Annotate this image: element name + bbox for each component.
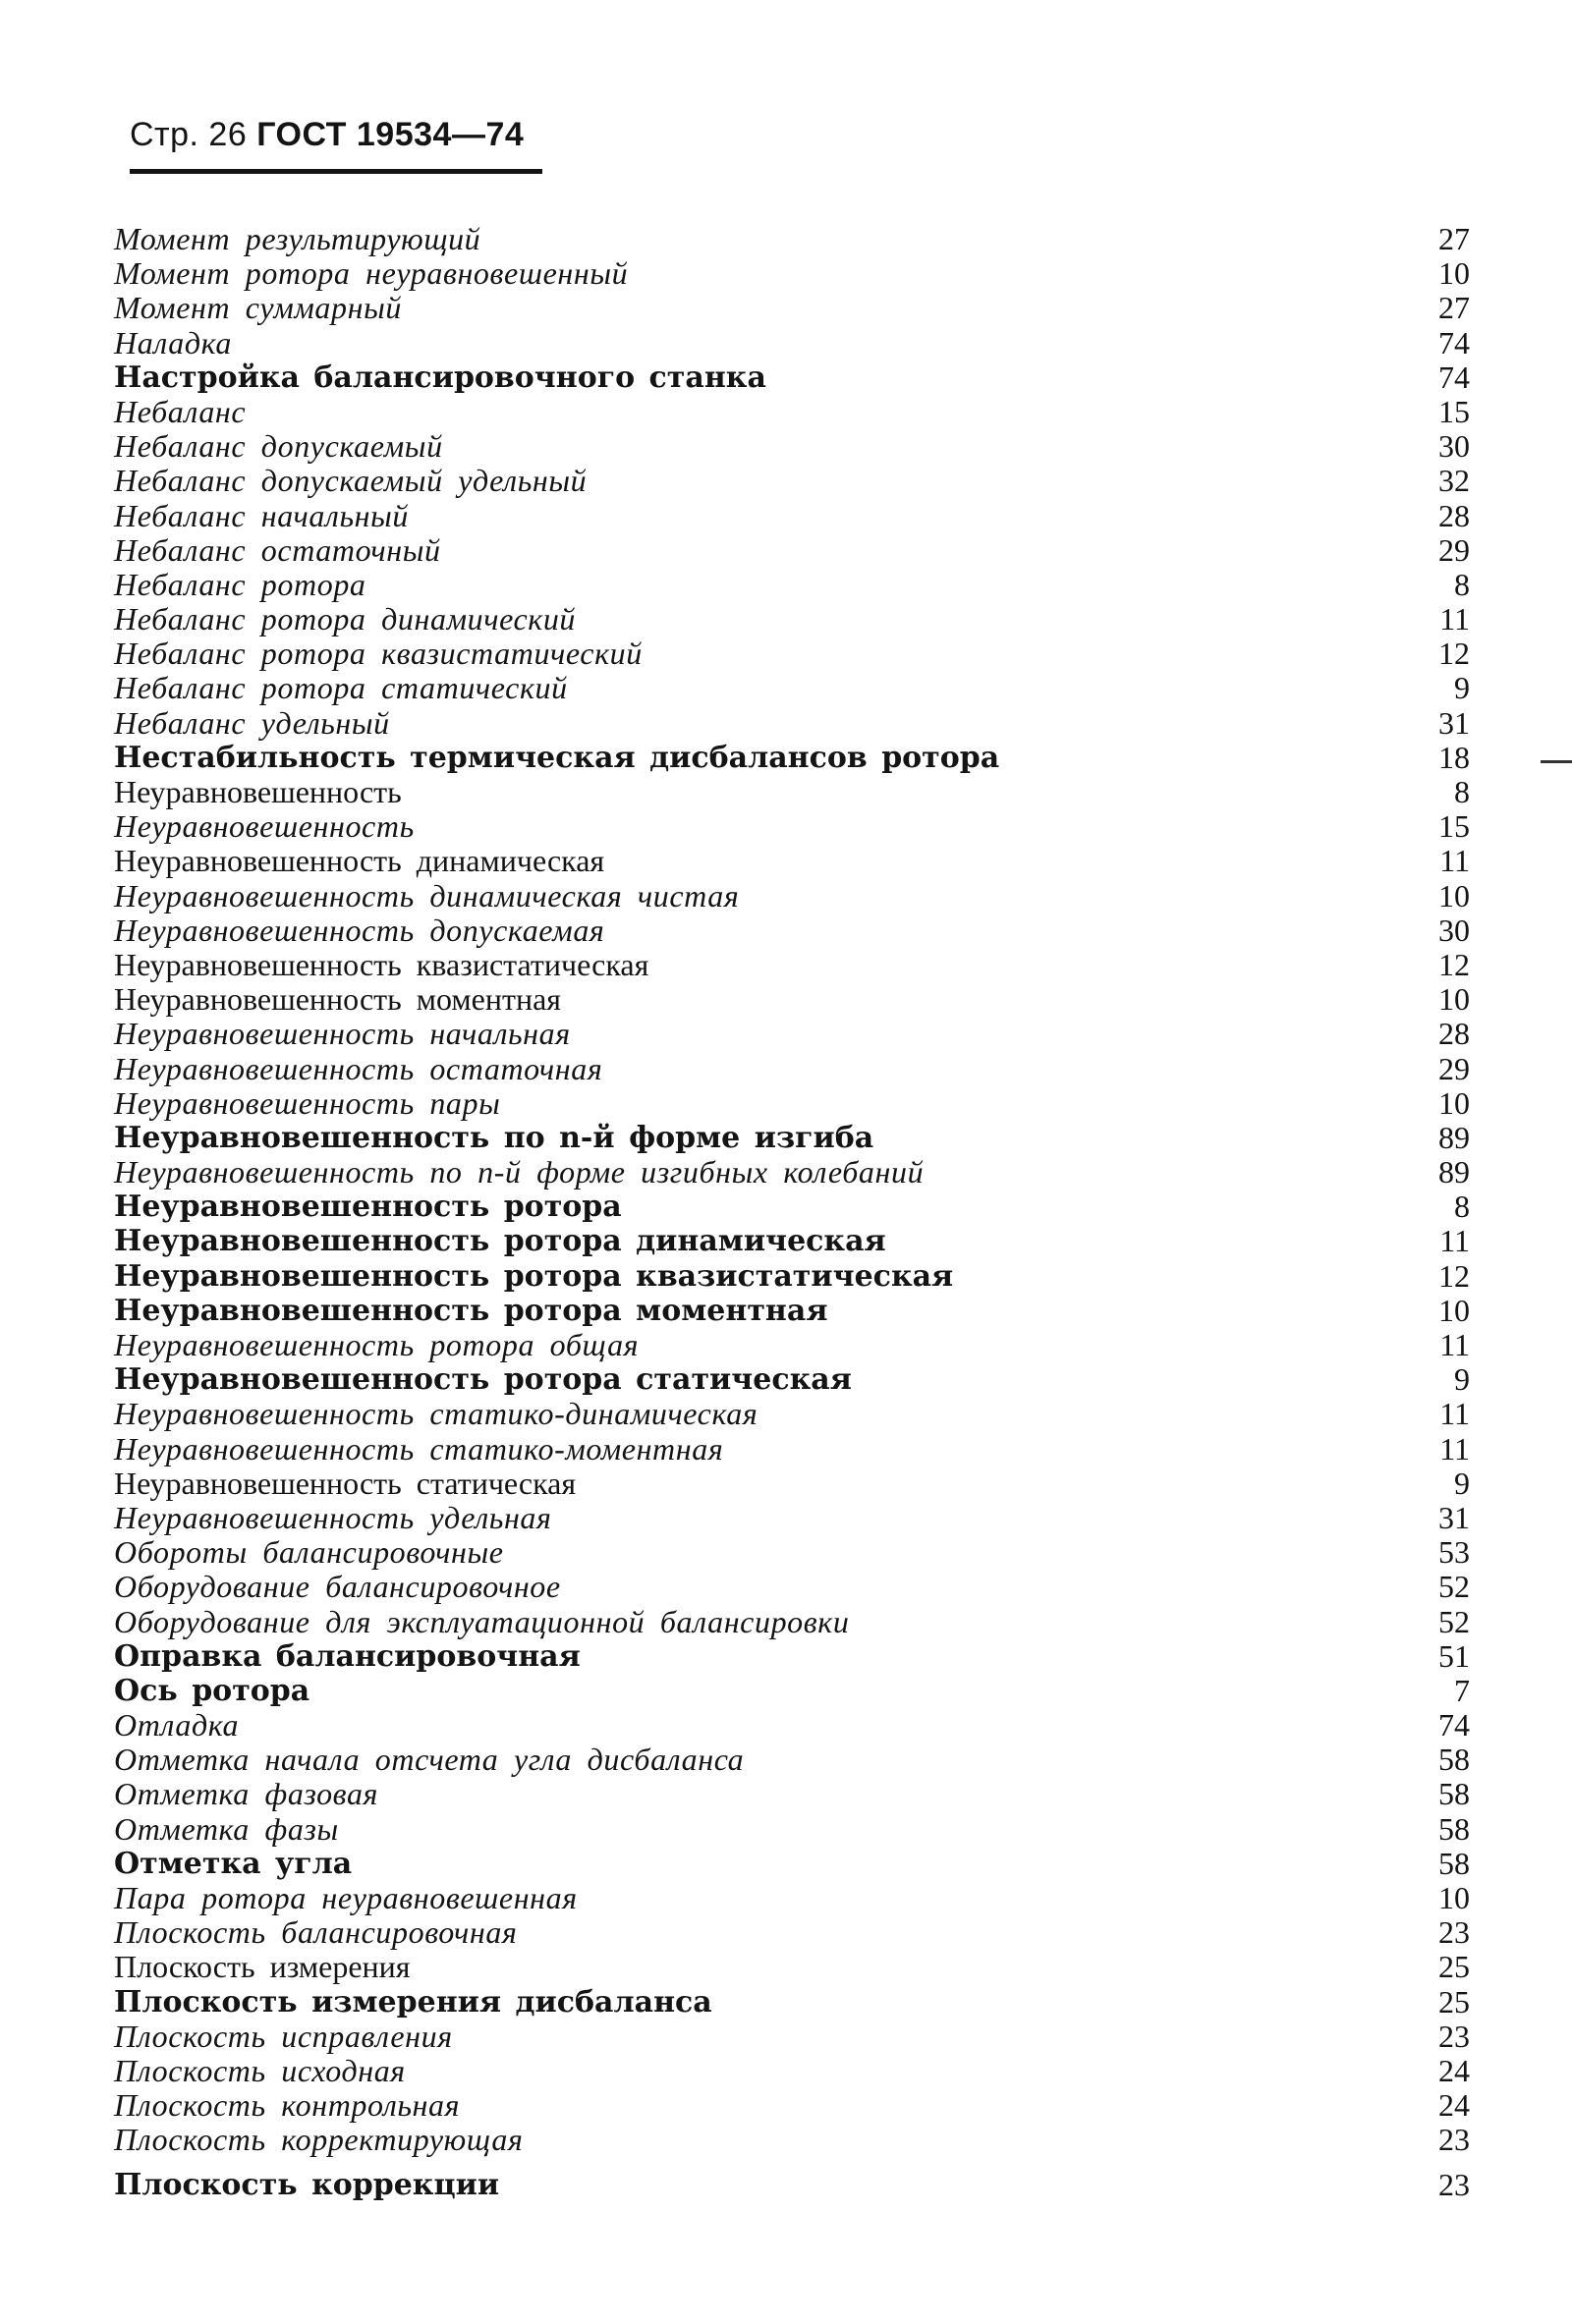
index-entry (114, 1812, 1470, 1847)
index-entry (114, 1294, 1470, 1328)
index-entry (114, 913, 1470, 948)
index-term: Неуравновешенность статико-динамическая (114, 1396, 758, 1432)
index-page-number: 11 (1439, 1223, 1470, 1259)
index-page-number: 32 (1438, 463, 1470, 499)
index-page-number: 89 (1438, 1119, 1470, 1155)
index-entry (114, 1674, 1470, 1708)
index-entry (114, 948, 1470, 982)
index-page-number: 9 (1454, 1361, 1470, 1398)
index-term: Неуравновешенность удельная (114, 1499, 552, 1535)
index-term: Неуравновешенность (114, 774, 402, 809)
index-entry (114, 1570, 1470, 1604)
index-page-number: 89 (1438, 1154, 1470, 1190)
index-page-number: 10 (1438, 1880, 1470, 1915)
index-entry (114, 1259, 1470, 1294)
index-term: Отметка фазы (114, 1810, 339, 1847)
index-page-number: 74 (1438, 324, 1470, 360)
index-entry (114, 1432, 1470, 1466)
index-term: Неуравновешенность динамическая чистая (114, 877, 740, 913)
index-entry (114, 1362, 1470, 1397)
index-entry (114, 1121, 1470, 1155)
index-term: Плоскость исходная (114, 2052, 406, 2088)
index-page-number: 31 (1438, 1499, 1470, 1535)
index-entry (114, 326, 1470, 360)
index-term: Оборудование для эксплуатационной балансировки (114, 1603, 850, 1639)
index-page-number: 12 (1438, 1257, 1470, 1294)
index-page-number: 10 (1438, 255, 1470, 292)
index-entry (114, 1086, 1470, 1121)
index-term: Неуравновешенность ротора квазистатическая (114, 1258, 954, 1294)
index-page-number: 27 (1438, 290, 1470, 326)
index-entry (114, 1190, 1470, 1224)
index-page-number: 12 (1438, 636, 1470, 672)
index-entry (114, 1017, 1470, 1051)
index-term: Неуравновешенность начальная (114, 1016, 571, 1052)
index-term: Неуравновешенность ротора общая (114, 1327, 640, 1362)
index-entry (114, 1501, 1470, 1535)
index-page-number: 12 (1438, 946, 1470, 982)
index-term: Неуравновешенность квазистатическая (114, 946, 649, 982)
header-rule (130, 169, 542, 174)
index-page-number: 58 (1438, 1845, 1470, 1881)
index-list (114, 222, 1470, 2202)
index-page-number: 51 (1438, 1637, 1470, 1674)
index-term: Плоскость измерения (114, 1949, 411, 1985)
index-term: Небаланс ротора (114, 566, 366, 602)
index-entry (114, 706, 1470, 741)
index-entry (114, 1052, 1470, 1086)
index-page-number: 11 (1439, 843, 1470, 879)
index-entry (114, 568, 1470, 602)
index-page-number: 23 (1438, 2122, 1470, 2158)
index-term: Неуравновешенность статическая (114, 1465, 577, 1501)
index-term: Плоскость контрольная (114, 2087, 461, 2124)
index-term: Пара ротора неуравновешенная (114, 1880, 578, 1915)
index-term: Нестабильность термическая дисбалансов ротора (114, 740, 1000, 775)
index-entry (114, 2020, 1470, 2054)
index-entry (114, 1639, 1470, 1674)
index-entry (114, 1605, 1470, 1639)
index-term: Небаланс ротора динамический (114, 601, 577, 637)
index-term: Неуравновешенность остаточная (114, 1050, 603, 1086)
margin-dash (1541, 760, 1572, 763)
index-entry (114, 2054, 1470, 2088)
index-term: Небаланс ротора квазистатический (114, 636, 643, 672)
index-page-number: 27 (1438, 221, 1470, 256)
index-page-number: 10 (1438, 981, 1470, 1018)
index-entry (114, 671, 1470, 705)
page-label: Стр. 26 (130, 116, 248, 153)
index-entry (114, 429, 1470, 464)
index-entry (114, 1915, 1470, 1950)
index-term: Плоскость измерения дисбаланса (114, 1984, 712, 2020)
index-page-number: 24 (1438, 2052, 1470, 2088)
index-entry (114, 222, 1470, 256)
index-page-number: 23 (1438, 2166, 1470, 2202)
index-page-number: 23 (1438, 1914, 1470, 1951)
index-entry (114, 1397, 1470, 1431)
index-page-number: 74 (1438, 359, 1470, 395)
index-entry (114, 1535, 1470, 1570)
index-entry (114, 395, 1470, 429)
index-entry (114, 2168, 1470, 2202)
index-entry (114, 2123, 1470, 2157)
index-entry (114, 1743, 1470, 1777)
index-term: Неуравновешенность по n-й форме изгиба (114, 1120, 874, 1155)
index-page-number: 8 (1454, 566, 1470, 602)
index-term: Плоскость коррекции (114, 2167, 500, 2202)
index-term: Оборудование балансировочное (114, 1569, 561, 1605)
index-entry (114, 1708, 1470, 1743)
index-entry (114, 499, 1470, 533)
index-term: Неуравновешенность моментная (114, 981, 561, 1018)
index-entry (114, 879, 1470, 913)
index-entry (114, 464, 1470, 498)
index-page-number: 7 (1454, 1672, 1470, 1708)
index-page-number: 74 (1438, 1707, 1470, 1743)
index-page-number: 23 (1438, 2018, 1470, 2054)
index-term: Неуравновешенность по n-й форме изгибных колебаний (114, 1154, 925, 1190)
index-page-number: 8 (1454, 774, 1470, 809)
index-term: Отметка фазовая (114, 1776, 379, 1812)
index-page-number: 25 (1438, 1983, 1470, 2020)
index-term: Небаланс удельный (114, 704, 390, 741)
index-page-number: 28 (1438, 497, 1470, 533)
index-term: Обороты балансировочные (114, 1534, 504, 1571)
index-entry (114, 1777, 1470, 1811)
index-entry (114, 1881, 1470, 1915)
index-term: Отладка (114, 1707, 240, 1743)
index-entry (114, 256, 1470, 291)
index-term: Небаланс остаточный (114, 531, 441, 568)
index-page-number: 11 (1439, 1430, 1470, 1466)
index-entry (114, 1847, 1470, 1881)
index-term: Момент результирующий (114, 221, 481, 256)
index-page-number: 15 (1438, 393, 1470, 429)
standard-number: ГОСТ 19534—74 (256, 116, 525, 153)
index-term: Неуравновешенность динамическая (114, 843, 605, 879)
index-page-number: 9 (1454, 670, 1470, 706)
index-page-number: 53 (1438, 1534, 1470, 1571)
index-entry (114, 360, 1470, 395)
index-page-number: 11 (1439, 1396, 1470, 1432)
index-term: Плоскость исправления (114, 2018, 453, 2054)
index-term: Неуравновешенность ротора (114, 1190, 622, 1225)
index-entry (114, 1466, 1470, 1501)
index-entry (114, 636, 1470, 671)
index-page-number: 52 (1438, 1569, 1470, 1605)
index-entry (114, 1950, 1470, 1984)
index-term: Небаланс (114, 393, 247, 429)
index-term: Оправка балансировочная (114, 1638, 581, 1674)
index-page-number: 15 (1438, 808, 1470, 845)
index-term: Настройка балансировочного станка (114, 360, 766, 395)
index-term: Неуравновешенность ротора статическая (114, 1362, 852, 1398)
index-entry (114, 533, 1470, 568)
index-entry (114, 291, 1470, 325)
index-page-number: 29 (1438, 531, 1470, 568)
index-term: Момент ротора неуравновешенный (114, 255, 629, 292)
index-entry (114, 602, 1470, 636)
index-page-number: 28 (1438, 1016, 1470, 1052)
index-page-number: 10 (1438, 1084, 1470, 1121)
page-header (130, 116, 524, 154)
index-page-number: 24 (1438, 2087, 1470, 2124)
index-page-number: 58 (1438, 1810, 1470, 1847)
index-entry (114, 1224, 1470, 1258)
index-entry (114, 1155, 1470, 1190)
index-page-number: 10 (1438, 877, 1470, 913)
index-page-number: 11 (1439, 1327, 1470, 1362)
index-entry (114, 775, 1470, 809)
index-term: Небаланс ротора статический (114, 670, 568, 706)
index-entry (114, 844, 1470, 878)
index-page-number: 18 (1438, 739, 1470, 775)
index-term: Неуравновешенность пары (114, 1084, 501, 1121)
index-entry (114, 1985, 1470, 2020)
index-page-number: 58 (1438, 1742, 1470, 1778)
index-term: Момент суммарный (114, 290, 402, 326)
index-term: Небаланс допускаемый удельный (114, 463, 588, 499)
index-term: Небаланс допускаемый (114, 428, 443, 465)
index-term: Плоскость балансировочная (114, 1914, 518, 1951)
index-entry (114, 982, 1470, 1017)
index-term: Неуравновешенность ротора динамическая (114, 1224, 886, 1259)
index-entry (114, 2088, 1470, 2123)
index-term: Ось ротора (114, 1673, 310, 1708)
index-page-number: 52 (1438, 1603, 1470, 1639)
index-term: Небаланс начальный (114, 497, 409, 533)
index-page-number: 30 (1438, 912, 1470, 948)
index-entry (114, 809, 1470, 844)
index-term: Неуравновешенность статико-моментная (114, 1430, 724, 1466)
index-term: Отметка угла (114, 1846, 353, 1881)
index-entry (114, 1328, 1470, 1362)
index-page-number: 29 (1438, 1050, 1470, 1086)
index-term: Отметка начала отсчета угла дисбаланса (114, 1742, 745, 1778)
index-page-number: 30 (1438, 428, 1470, 465)
index-page-number: 11 (1439, 601, 1470, 637)
index-page-number: 8 (1454, 1189, 1470, 1225)
index-page-number: 25 (1438, 1949, 1470, 1985)
index-term: Неуравновешенность допускаемая (114, 912, 605, 948)
index-term: Неуравновешенность ротора моментная (114, 1293, 828, 1328)
index-term: Неуравновешенность (114, 808, 415, 845)
index-page-number: 10 (1438, 1292, 1470, 1328)
index-term: Наладка (114, 324, 233, 360)
index-term: Плоскость корректирующая (114, 2122, 524, 2158)
index-page-number: 31 (1438, 704, 1470, 741)
index-page-number: 9 (1454, 1465, 1470, 1501)
index-page-number: 58 (1438, 1776, 1470, 1812)
index-entry (114, 741, 1470, 775)
